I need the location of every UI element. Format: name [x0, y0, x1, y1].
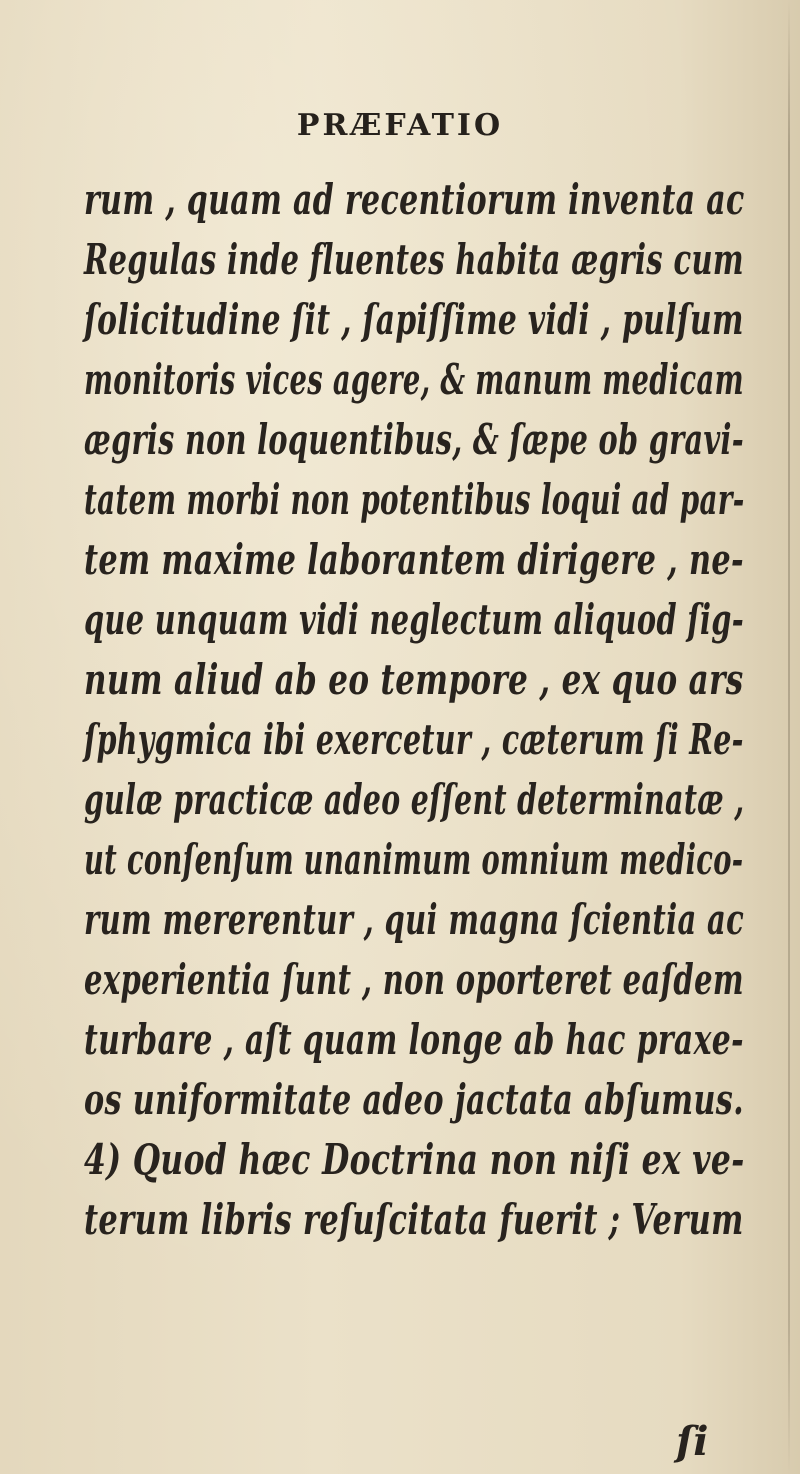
- text-line: tatem morbi non potentibus loqui ad par-: [84, 475, 745, 524]
- text-line: ſphygmica ibi exercetur , cæterum ſi Re-: [84, 715, 744, 764]
- text-line: num aliud ab eo tempore , ex quo ars: [84, 655, 744, 704]
- text-line: rum mererentur , qui magna ſcientia ac: [84, 895, 745, 944]
- text-line: 4) Quod hæc Doctrina non niſi ex ve-: [84, 1135, 745, 1184]
- text-line: ut conſenſum unanimum omnium medico-: [84, 835, 744, 884]
- text-line: terum libris reſuſcitata fuerit ; Verum: [84, 1195, 744, 1244]
- text-line: turbare , aſt quam longe ab hac praxe-: [84, 1015, 744, 1064]
- text-line: ſolicitudine ſit , ſapiſſime vidi , pulſum: [84, 295, 744, 344]
- text-line: Regulas inde fluentes habita ægris cum: [84, 235, 744, 284]
- text-line: os uniformitate adeo jactata abſumus.: [84, 1075, 745, 1124]
- page-edge: [788, 0, 790, 1474]
- text-line: que unquam vidi neglectum aliquod ſig-: [84, 595, 745, 644]
- running-header: PRÆFATIO: [296, 108, 504, 143]
- text-line: tem maxime laborantem dirigere , ne-: [84, 535, 745, 584]
- text-line: ægris non loquentibus, & ſæpe ob gravi-: [84, 415, 744, 464]
- text-line: experientia ſunt , non oporteret eaſdem: [84, 955, 744, 1004]
- catchword: ſi: [676, 1418, 709, 1465]
- text-line: gulæ practicæ adeo eſſent determinatæ ,: [84, 775, 745, 824]
- text-line: rum , quam ad recentiorum inventa ac: [84, 175, 745, 224]
- text-line: monitoris vices agere, & manum medicam: [84, 355, 744, 404]
